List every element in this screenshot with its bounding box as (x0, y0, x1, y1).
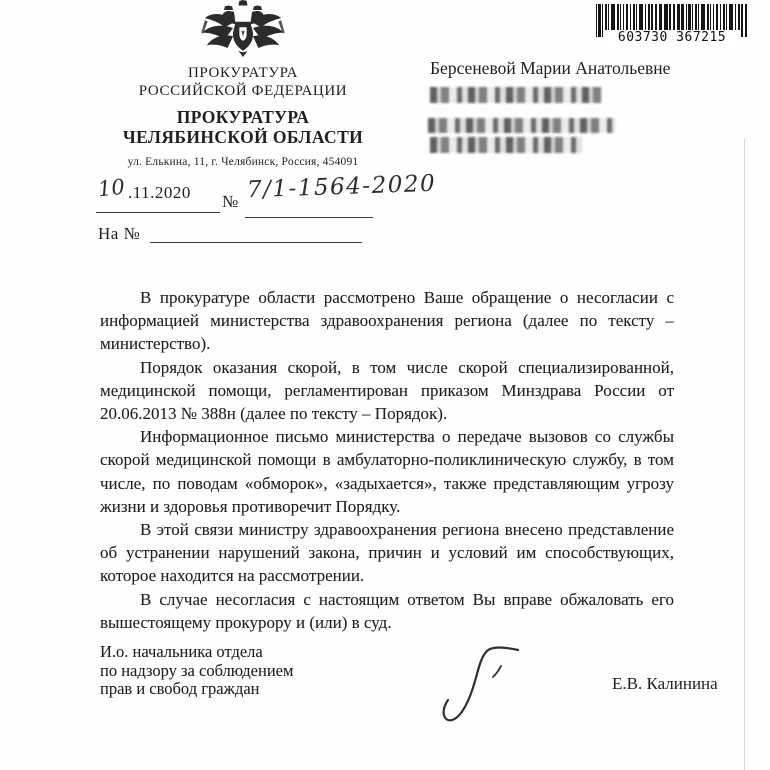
recipient-name: Берсеневой Марии Анатольевне (430, 58, 671, 78)
scan-artifact-line (744, 138, 745, 770)
body-paragraph: Информационное письмо министерства о передаче вызовов со службы скорой медицинской помощи в амбулаторно-поликлиническую службу, в том числе, по поводам «обморок», «задыхается», также представляющим угрозу жизни и здоровья противоречит Порядку. (100, 427, 674, 516)
handwritten-signature-icon (428, 636, 538, 736)
date-underline (96, 212, 220, 213)
signer-name: Е.В. Калинина (612, 674, 718, 693)
reply-underline (150, 242, 362, 243)
barcode (596, 4, 748, 45)
body-paragraph: Порядок оказания скорой, в том числе скорой специализированной, медицинской помощи, регламентирован приказом Минздрава России от 20.06.2013 № 388н (далее по тексту – Порядок). (100, 357, 674, 424)
org-name-region (88, 107, 398, 147)
reply-to-label: На № (98, 224, 141, 243)
org-line4: ЧЕЛЯБИНСКОЙ ОБЛАСТИ (122, 127, 364, 147)
redacted-address-line-2 (428, 118, 615, 133)
org-line2: РОССИЙСКОЙ ФЕДЕРАЦИИ (138, 83, 348, 99)
handwritten-outgoing-number: 7/1-1564-2020 (246, 170, 437, 204)
signer-position-line1: И.о. начальника отдела (100, 642, 263, 661)
org-line1: ПРОКУРАТУРА (187, 65, 299, 81)
org-address: ул. Елькина, 11, г. Челябинск, Россия, 454091 (127, 156, 359, 168)
body-paragraphs (100, 286, 674, 634)
signer-position-line3: прав и свобод граждан (100, 679, 260, 698)
printed-date: .11.2020 (128, 183, 191, 202)
signer-position-line2: по надзору за соблюдением (100, 660, 294, 680)
number-underline (245, 217, 373, 218)
body-paragraph: В этой связи министру здравоохранения региона внесено представление об устранении нарушений закона, причин и условий им способствующих, которое находится на рассмотрении. (100, 520, 674, 586)
body-paragraph: В случае несогласия с настоящим ответом Вы вправе обжаловать его вышестоящему прокурору и (или) в суд. (100, 589, 674, 632)
barcode-digits: 603730 367215 (604, 30, 740, 45)
number-sign-label: № (222, 192, 239, 211)
body-paragraph: В прокуратуре области рассмотрено Ваше обращение о несогласии с информацией министерства здравоохранения региона (далее по тексту – министерство). (100, 288, 674, 354)
handwritten-date-day: 10 (96, 174, 126, 202)
redacted-address-line-1 (430, 87, 602, 103)
org-name-federation (88, 64, 398, 100)
letterhead (88, 0, 398, 168)
org-line3: ПРОКУРАТУРА (176, 107, 310, 127)
signer-position (100, 643, 293, 699)
redacted-address-line-3 (430, 137, 582, 153)
coat-of-arms-icon (195, 0, 291, 58)
